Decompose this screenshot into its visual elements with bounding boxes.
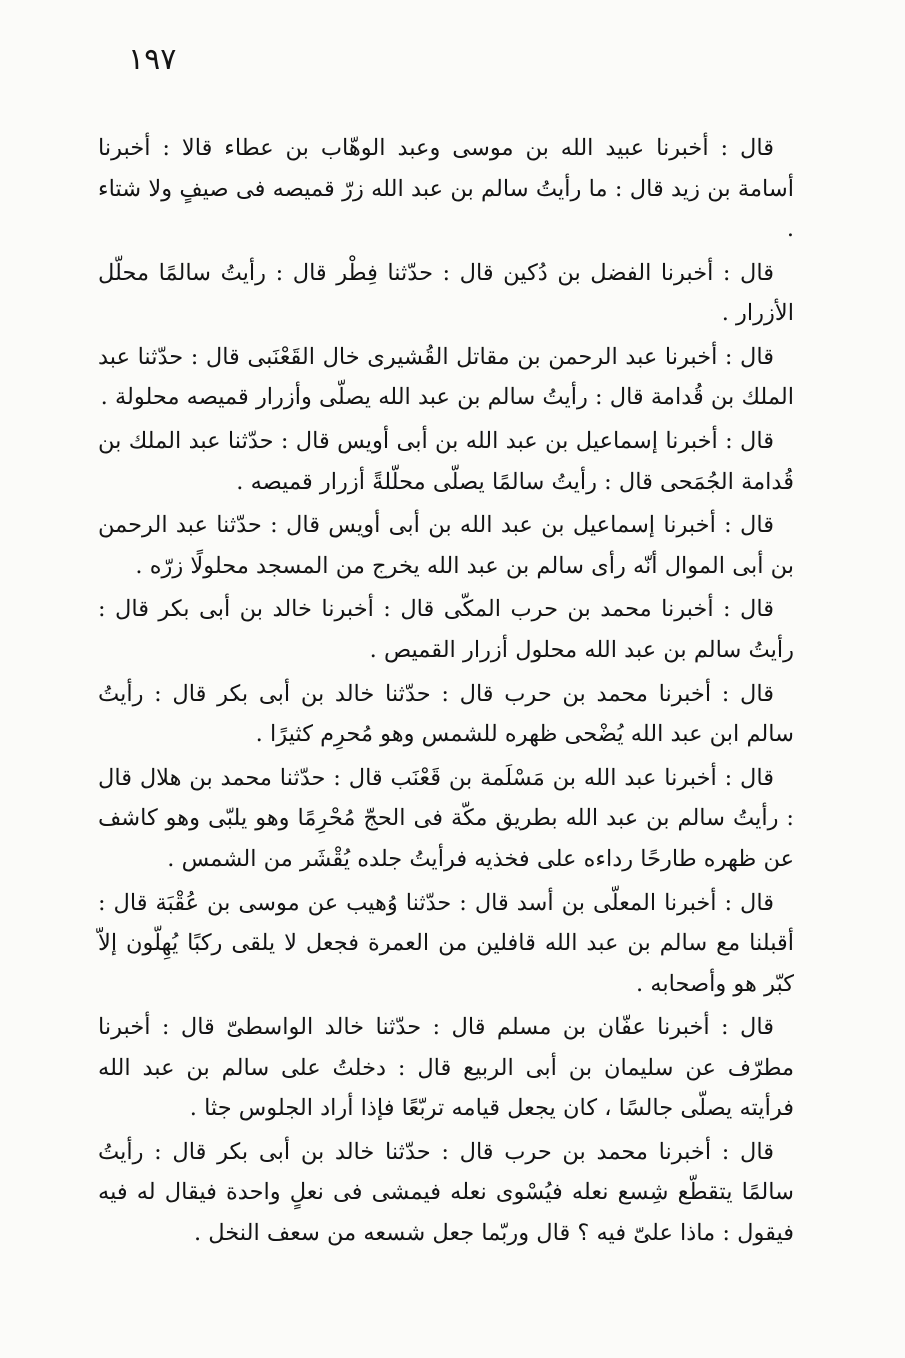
paragraph: قال : أخبرنا عبد الله بن مَسْلَمة بن قَعْنَب قال : حدّثنا محمد بن هلال قال : رأيتُ سالم بن عبد الله بطريق مكّة فى الحجّ مُحْرِمًا وهو يلبّى وهو كاشف عن ظهره طارحًا رداءه على فخذيه فرأيتُ جلده يُقْشَر من الشمس . <box>98 764 794 872</box>
paragraph: قال : أخبرنا الفضل بن دُكين قال : حدّثنا فِطْر قال : رأيتُ سالمًا محلّل الأزرار . <box>98 259 794 327</box>
paragraph: قال : أخبرنا محمد بن حرب قال : حدّثنا خالد بن أبى بكر قال : رأيتُ سالم ابن عبد الله يُضْحى ظهره للشمس وهو مُحرِم كثيرًا . <box>98 680 794 748</box>
paragraph: قال : أخبرنا عفّان بن مسلم قال : حدّثنا خالد الواسطىّ قال : أخبرنا مطرّف عن سليمان بن أبى الربيع قال : دخلتُ على سالم بن عبد الله فرأيته يصلّى جالسًا ، كان يجعل قيامه تربّعًا فإذا أراد الجلوس جثا . <box>98 1014 794 1122</box>
paragraph: قال : أخبرنا محمد بن حرب قال : حدّثنا خالد بن أبى بكر قال : رأيتُ سالمًا يتقطّع شِسع نعله فيُسْوى نعله فيمشى فى نعلٍ واحدة فيقال له فيه فيقول : ماذا علىّ فيه ؟ قال وربّما جعل شسعه من سعف النخل . <box>98 1138 794 1246</box>
paragraph: قال : أخبرنا عبد الرحمن بن مقاتل القُشيرى خال القَعْنَبى قال : حدّثنا عبد الملك بن قُدامة قال : رأيتُ سالم بن عبد الله يصلّى وأزرار قميصه محلولة . <box>98 343 794 411</box>
paragraph: قال : أخبرنا محمد بن حرب المكّى قال : أخبرنا خالد بن أبى بكر قال : رأيتُ سالم بن عبد الله محلول أزرار القميص . <box>98 596 794 663</box>
paragraph: قال : أخبرنا عبيد الله بن موسى وعبد الوهّاب بن عطاء قالا : أخبرنا أسامة بن زيد قال : ما رأيتُ سالم بن عبد الله زرّ قميصه فى صيفٍ ولا شتاء . <box>98 135 794 242</box>
paragraph: قال : أخبرنا إسماعيل بن عبد الله بن أبى أويس قال : حدّثنا عبد الملك بن قُدامة الجُمَحى قال : رأيتُ سالمًا يصلّى محلّلةً أزرار قميصه . <box>98 428 794 495</box>
page-number: ١٩٧ <box>128 42 177 77</box>
paragraph: قال : أخبرنا إسماعيل بن عبد الله بن أبى أويس قال : حدّثنا عبد الرحمن بن أبى الموال أنّه رأى سالم بن عبد الله يخرج من المسجد محلولًا زرّه . <box>98 512 794 579</box>
paragraph: قال : أخبرنا المعلّى بن أسد قال : حدّثنا وُهيب عن موسى بن عُقْبَة قال : أقبلنا مع سالم بن عبد الله قافلين من العمرة فجعل لا يلقى ركبًا يُهِلّون إلاّ كبّر هو وأصحابه . <box>98 889 794 997</box>
page-body <box>98 128 794 1253</box>
